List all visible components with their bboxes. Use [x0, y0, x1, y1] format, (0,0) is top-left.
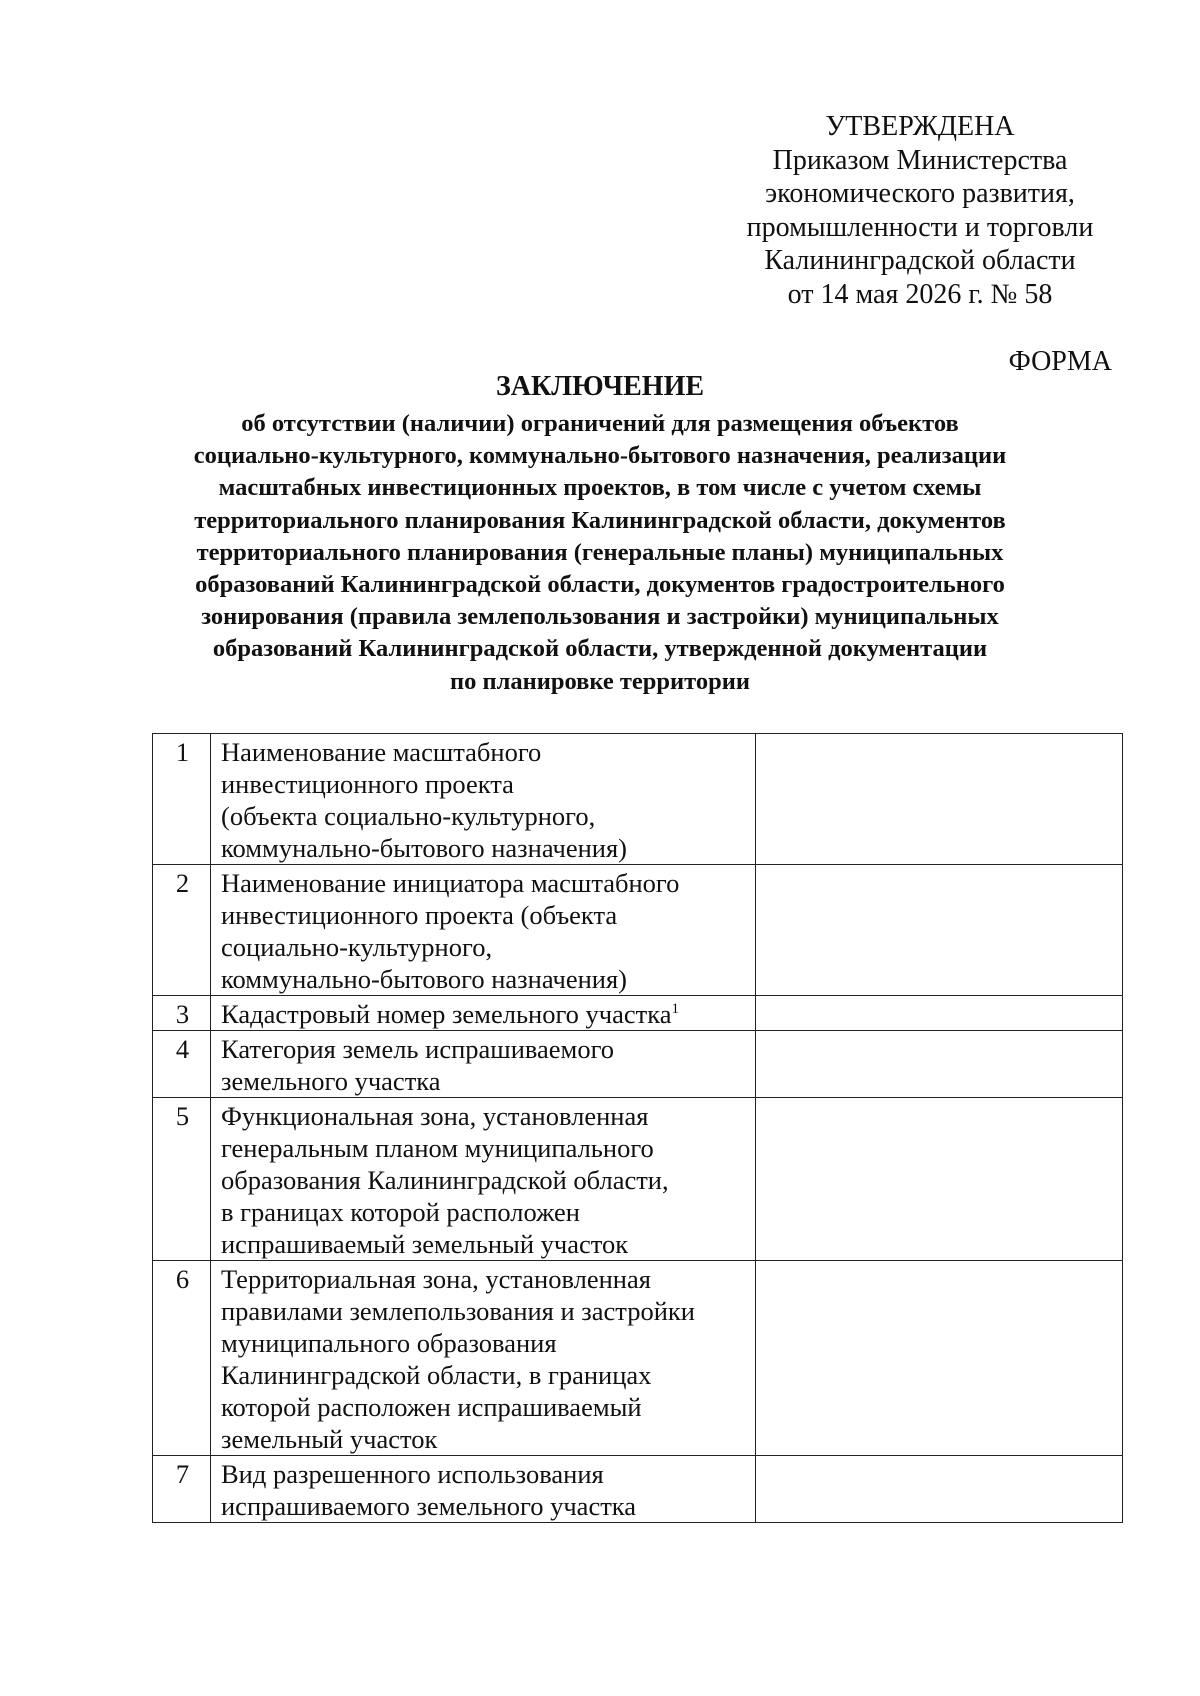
approval-line: экономического развития,	[765, 178, 1075, 209]
subtitle-line: об отсутствии (наличии) ограничений для размещения объектов	[241, 410, 959, 437]
subtitle-line: по планировке территории	[450, 667, 750, 695]
row-number: 6	[153, 1261, 211, 1456]
row-label-line: Территориальная зона, установленная	[221, 1264, 651, 1294]
subtitle-line: территориального планирования (генеральные планы) муниципальных	[196, 538, 1004, 566]
row-label-line: земельный участок	[221, 1424, 438, 1454]
row-label-line: муниципального образования	[221, 1328, 557, 1358]
approval-line: от 14 мая 2026 г. № 58	[787, 278, 1053, 310]
form-table	[152, 733, 1123, 1523]
row-label-line: генеральным планом муниципального	[221, 1133, 654, 1163]
row-label-line: Категория земель испрашиваемого	[221, 1034, 615, 1064]
subtitle-line: зонирования (правила землепользования и застройки) муниципальных	[201, 603, 999, 631]
row-label-line: социально-культурного,	[221, 932, 493, 962]
approval-block	[700, 110, 1140, 311]
row-value-cell[interactable]	[756, 1098, 1123, 1261]
subtitle-line: территориального планирования Калининградской области, документов	[194, 506, 1006, 534]
row-value-cell[interactable]	[756, 865, 1123, 996]
document-title: ЗАКЛЮЧЕНИЕ	[495, 371, 705, 402]
document-subtitle	[100, 408, 1100, 698]
row-label-line: (объекта социально-культурного,	[221, 801, 596, 831]
row-label-line: Калининградской области, в границах	[221, 1360, 652, 1390]
row-label-line: инвестиционного проекта	[221, 769, 514, 799]
row-number: 3	[153, 996, 211, 1031]
row-number: 7	[153, 1456, 211, 1523]
row-label	[211, 1456, 756, 1523]
row-number: 4	[153, 1031, 211, 1098]
row-label-line: Функциональная зона, установленная	[221, 1101, 649, 1131]
table-row	[153, 1031, 1123, 1098]
subtitle-line: образований Калининградской области, документов градостроительного	[195, 571, 1005, 599]
approval-line: Приказом Министерства	[772, 144, 1068, 176]
table-row	[153, 734, 1123, 865]
table-row	[153, 1098, 1123, 1261]
row-label-line: в границах которой расположен	[221, 1197, 580, 1227]
subtitle-line: масштабных инвестиционных проектов, в том числе с учетом схемы	[218, 474, 982, 502]
row-value-cell[interactable]	[756, 1031, 1123, 1098]
row-value-cell[interactable]	[756, 1261, 1123, 1456]
row-label-line	[221, 998, 747, 1030]
row-label-line: образования Калининградской области,	[221, 1165, 669, 1195]
row-label-line: земельного участка	[221, 1066, 441, 1096]
row-value-cell[interactable]	[756, 1456, 1123, 1523]
row-label-line: инвестиционного проекта (объекта	[221, 900, 618, 930]
row-number: 2	[153, 865, 211, 996]
approval-line: УТВЕРЖДЕНА	[825, 111, 1015, 142]
table-row	[153, 1456, 1123, 1523]
row-label	[211, 1261, 756, 1456]
table-row	[153, 865, 1123, 996]
row-label-line: Вид разрешенного использования	[221, 1459, 604, 1489]
row-label-text: Кадастровый номер земельного участка	[221, 999, 672, 1029]
subtitle-line: образований Калининградской области, утвержденной документации	[212, 635, 988, 663]
footnote-marker: 1	[671, 1001, 679, 1018]
row-label-line: коммунально-бытового назначения)	[221, 833, 628, 863]
row-label	[211, 734, 756, 865]
row-label-line: испрашиваемый земельный участок	[221, 1229, 629, 1259]
row-label	[211, 1031, 756, 1098]
row-value-cell[interactable]	[756, 734, 1123, 865]
table-row	[153, 1261, 1123, 1456]
subtitle-line: социально-культурного, коммунально-бытового назначения, реализации	[193, 442, 1007, 470]
row-label-line: коммунально-бытового назначения)	[221, 964, 628, 994]
form-label: ФОРМА	[1008, 346, 1112, 377]
row-label-line: которой расположен испрашиваемый	[221, 1392, 642, 1422]
approval-line: промышленности и торговли	[746, 211, 1094, 243]
table-row	[153, 996, 1123, 1031]
row-number: 1	[153, 734, 211, 865]
row-label-line: правилами землепользования и застройки	[221, 1296, 695, 1326]
row-label-line: испрашиваемого земельного участка	[221, 1491, 637, 1521]
row-label	[211, 865, 756, 996]
approval-line: Калининградской области	[764, 245, 1076, 276]
row-label-line: Наименование инициатора масштабного	[221, 868, 680, 898]
row-number: 5	[153, 1098, 211, 1261]
row-value-cell[interactable]	[756, 996, 1123, 1031]
row-label-line: Наименование масштабного	[221, 737, 542, 767]
row-label	[211, 996, 756, 1031]
row-label	[211, 1098, 756, 1261]
